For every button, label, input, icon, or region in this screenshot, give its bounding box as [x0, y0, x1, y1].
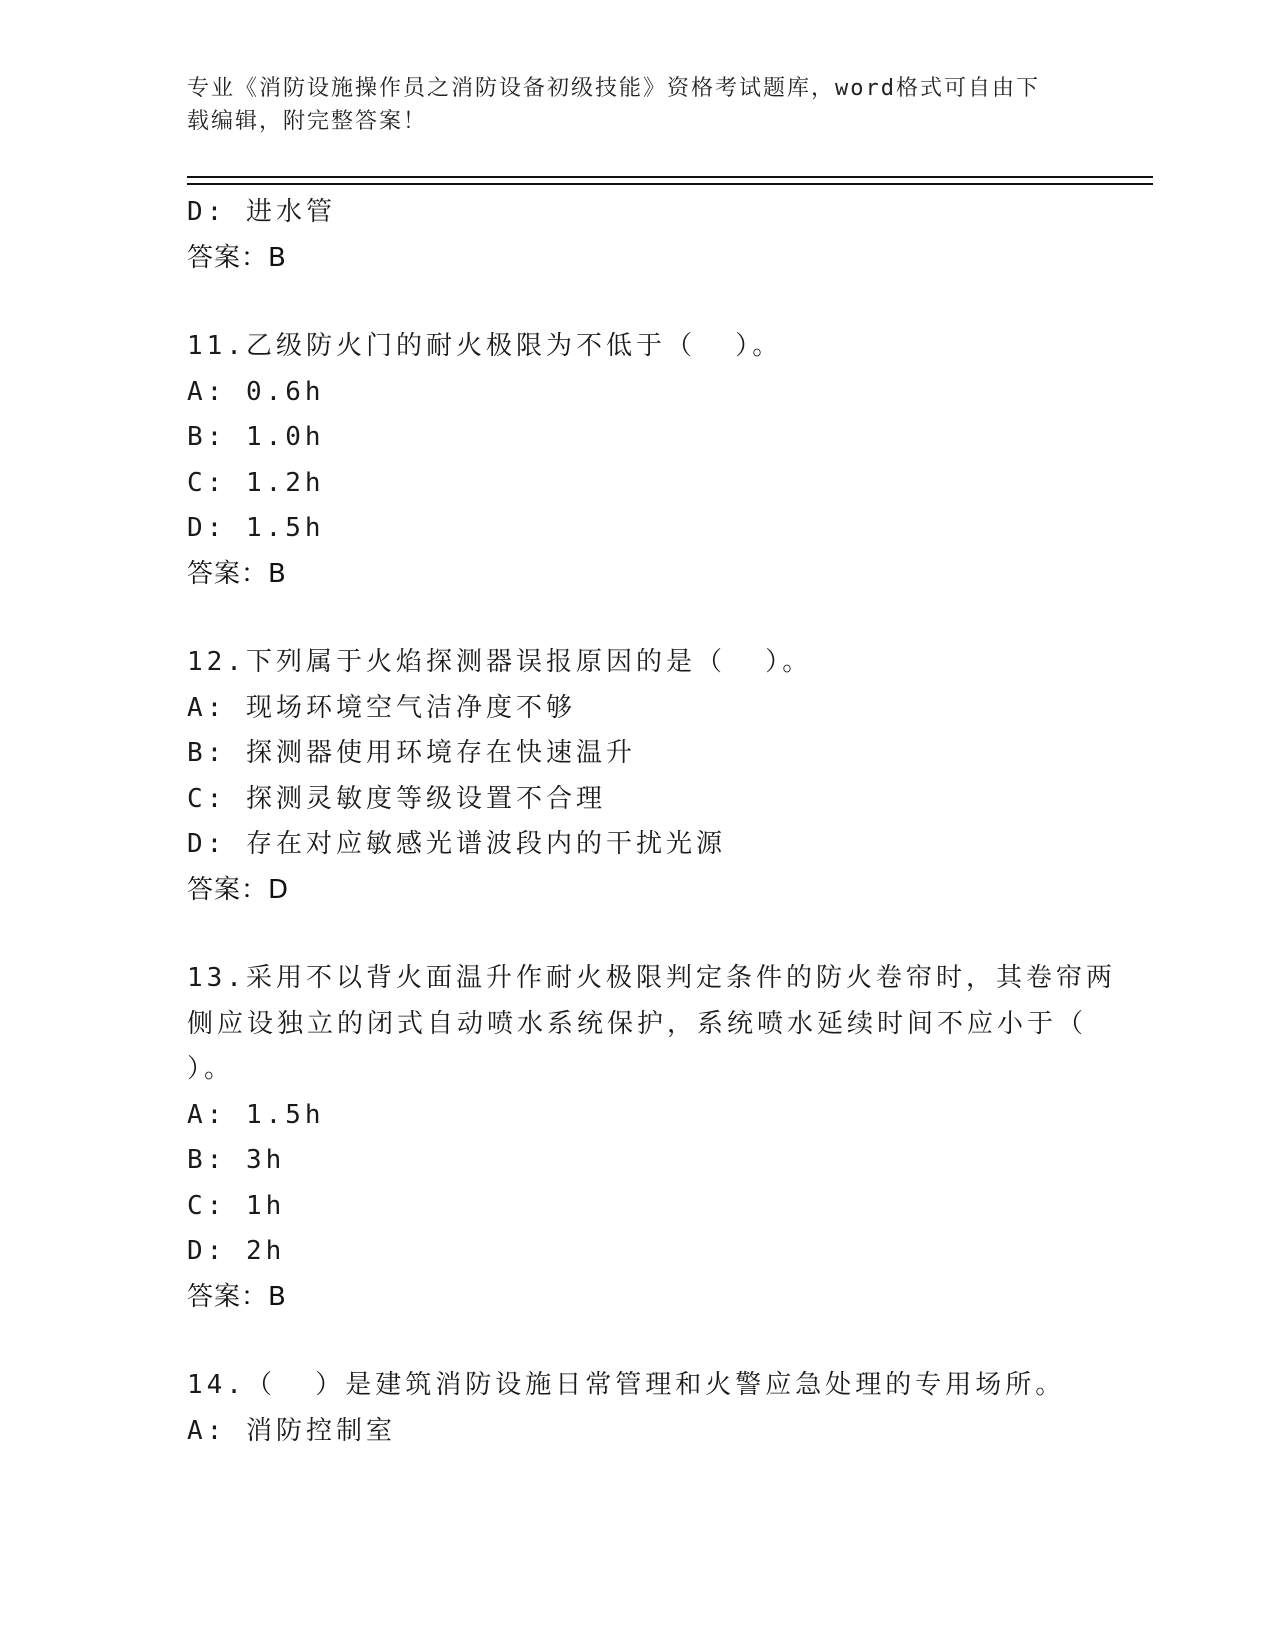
header-rule-top: [187, 176, 1153, 178]
option-a: A: 1.5h: [187, 1099, 325, 1130]
question-stem-line-2: 侧应设独立的闭式自动喷水系统保护，系统喷水延续时间不应小于（: [187, 1008, 1088, 1039]
spacer: [187, 597, 1087, 640]
answer: 答案：B: [187, 242, 287, 273]
question-12: [187, 640, 1087, 913]
spacer: [187, 281, 1087, 324]
question-14: [187, 1363, 1087, 1454]
option-d: D: 存在对应敏感光谱波段内的干扰光源: [187, 829, 726, 859]
spacer: [187, 913, 1087, 956]
header-line-2: 载编辑，附完整答案！: [187, 109, 428, 134]
option-d: D: 1.5h: [187, 513, 325, 543]
spacer: [187, 1320, 1087, 1363]
question-13: [187, 956, 1116, 1320]
option-c: C: 1h: [187, 1190, 286, 1221]
option-d: D: 进水管: [187, 197, 336, 227]
document-header: [187, 72, 1067, 138]
option-b: B: 3h: [187, 1145, 286, 1175]
question-stem-line-3: ）。: [187, 1054, 235, 1084]
question-stem: 12.下列属于火焰探测器误报原因的是（ ）。: [187, 647, 813, 677]
header-rule-bottom: [187, 183, 1153, 185]
question-11: [187, 324, 1087, 597]
option-a: A: 0.6h: [187, 376, 325, 407]
option-c: C: 探测灵敏度等级设置不合理: [187, 783, 606, 814]
option-a: A: 现场环境空气洁净度不够: [187, 692, 576, 723]
option-c: C: 1.2h: [187, 467, 325, 498]
question-list: [187, 190, 1116, 1454]
answer: 答案：D: [187, 874, 290, 905]
option-d: D: 2h: [187, 1236, 286, 1266]
answer: 答案：B: [187, 1281, 287, 1312]
question-stem-line-1: 13.采用不以背火面温升作耐火极限判定条件的防火卷帘时，其卷帘两: [187, 963, 1116, 993]
question-stem: 14.（ ）是建筑消防设施日常管理和火警应急处理的专用场所。: [187, 1370, 1066, 1400]
question-stem: 11.乙级防火门的耐火极限为不低于（ ）。: [187, 331, 783, 361]
option-a: A: 消防控制室: [187, 1415, 396, 1446]
option-b: B: 1.0h: [187, 422, 325, 452]
option-b: B: 探测器使用环境存在快速温升: [187, 738, 636, 768]
header-line-1: 专业《消防设施操作员之消防设备初级技能》资格考试题库，word格式可自由下: [187, 76, 1040, 101]
question-10-tail: [187, 190, 1087, 281]
answer: 答案：B: [187, 558, 287, 589]
